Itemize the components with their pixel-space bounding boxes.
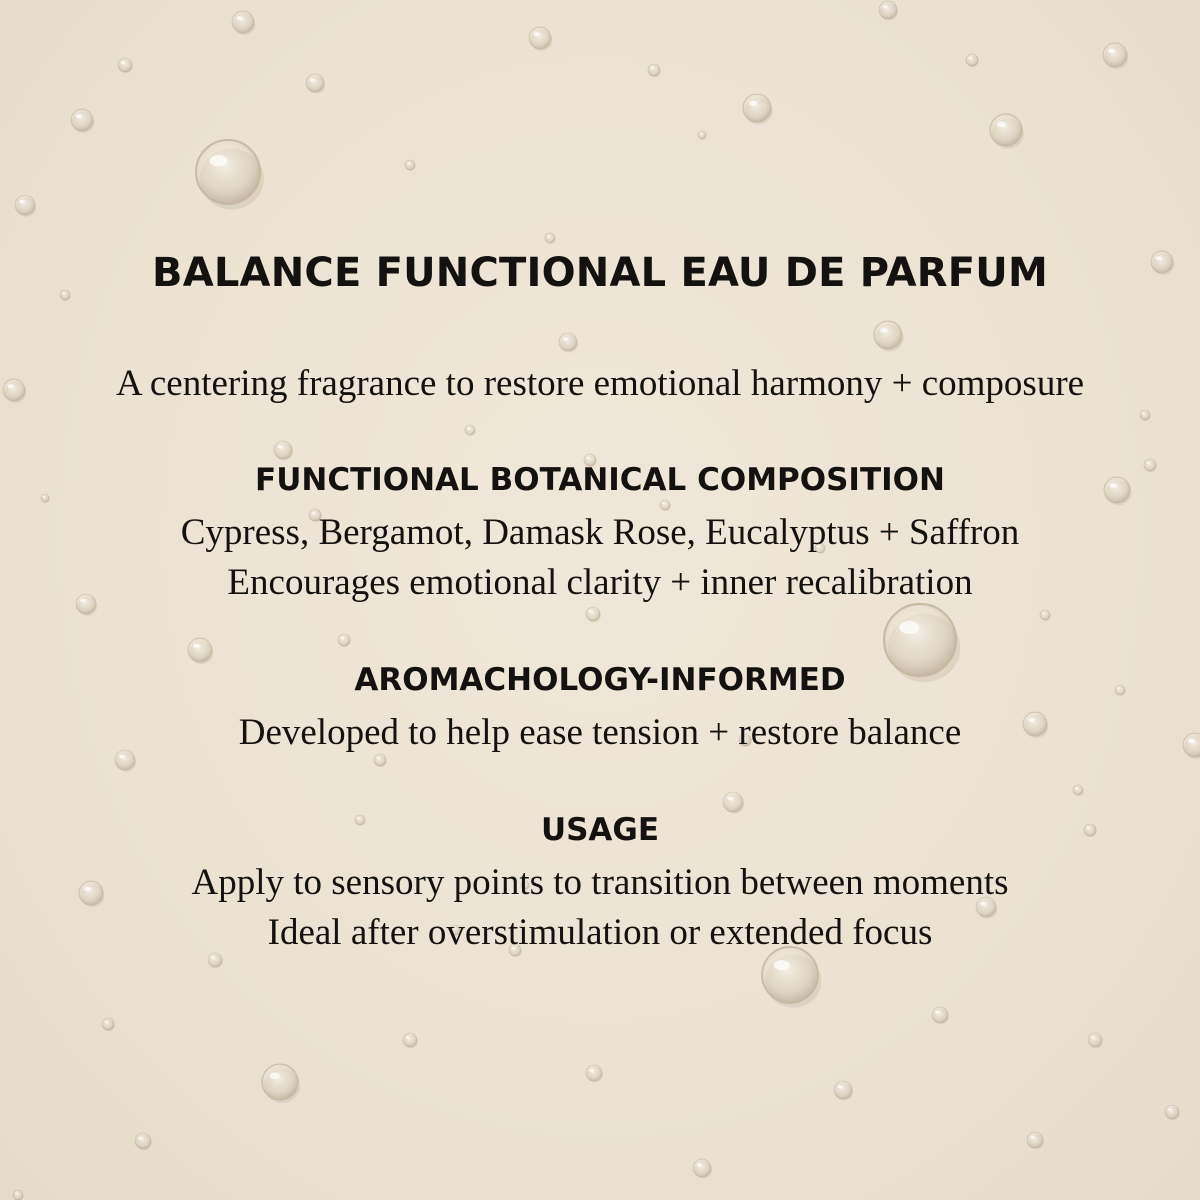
- section-heading-composition: FUNCTIONAL BOTANICAL COMPOSITION: [255, 462, 945, 498]
- tagline: A centering fragrance to restore emotional harmony + composure: [115, 363, 1085, 404]
- section-body-aromachology: [0, 708, 1200, 758]
- section-line: Encourages emotional clarity + inner recalibration: [227, 562, 973, 603]
- section-heading-aromachology: AROMACHOLOGY-INFORMED: [354, 662, 846, 698]
- section-line: Ideal after overstimulation or extended focus: [267, 912, 933, 953]
- section-line: Apply to sensory points to transition between moments: [191, 862, 1009, 903]
- page-title: BALANCE FUNCTIONAL EAU DE PARFUM: [152, 250, 1048, 296]
- section-line: Cypress, Bergamot, Damask Rose, Eucalyptus + Saffron: [180, 512, 1020, 553]
- section-line: Developed to help ease tension + restore balance: [238, 712, 962, 753]
- section-body-composition: [0, 508, 1200, 608]
- section-body-usage: [0, 858, 1200, 958]
- section-heading-usage: USAGE: [540, 812, 660, 848]
